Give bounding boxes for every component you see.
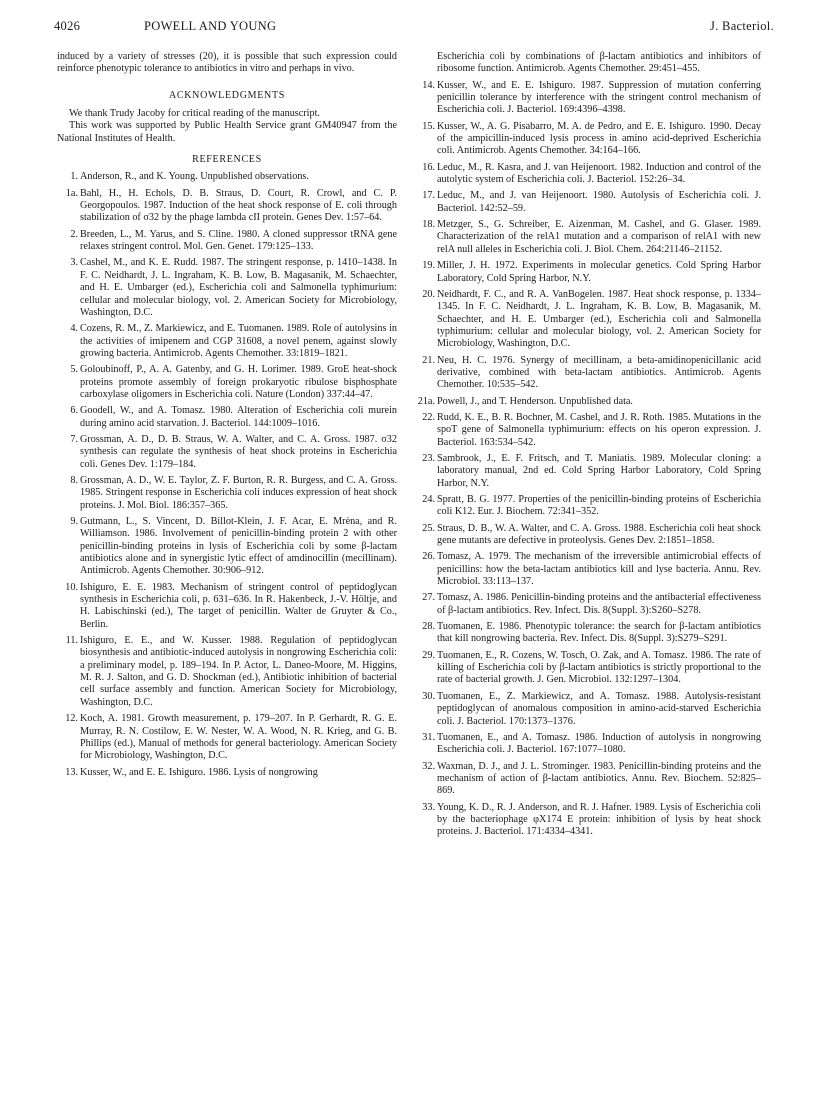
reference-item xyxy=(57,582,397,631)
reference-text: Miller, J. H. 1972. Experiments in molecular genetics. Cold Spring Harbor Laboratory, Cold Spring Harbor, N.Y. xyxy=(437,260,761,284)
reference-number: 17. xyxy=(422,190,435,202)
reference-item xyxy=(57,188,397,225)
reference-item xyxy=(414,289,761,351)
reference-text: Young, K. D., R. J. Anderson, and R. J. Hafner. 1989. Lysis of Escherichia coli by the bacteriophage φX174 E protein: inhibition of lysis by heat shock proteins. J. Bacteriol. 171:4334–4341. xyxy=(437,801,761,838)
reference-item xyxy=(57,257,397,319)
running-head-authors: POWELL AND YOUNG xyxy=(144,19,277,33)
reference-number: 32. xyxy=(422,760,435,772)
reference-text: Cozens, R. M., Z. Markiewicz, and E. Tuomanen. 1989. Role of autolysins in the activities of imipenem and CGP 31608, a novel penem, against slowly growing bacteria. Antimicrob. Agents Chemother. 33:1819–1821. xyxy=(80,323,397,359)
journal-name: J. Bacteriol. xyxy=(710,19,774,33)
reference-text: Tuomanen, E., and A. Tomasz. 1986. Induction of autolysis in nongrowing Escherichia coli. J. Bacteriol. 167:1077–1080. xyxy=(437,731,761,756)
reference-item xyxy=(414,761,761,798)
reference-number: 18. xyxy=(422,219,435,231)
reference-number: 23. xyxy=(422,452,435,464)
reference-number: 30. xyxy=(422,690,435,702)
reference-number: 15. xyxy=(422,120,435,132)
reference-text: Waxman, D. J., and J. L. Strominger. 1983. Penicillin-binding proteins and the mechanism of action of β-lactam antibiotics. Annu. Rev. Biochem. 52:825–869. xyxy=(437,760,761,797)
reference-item xyxy=(414,355,761,392)
reference-text: Sambrook, J., E. F. Fritsch, and T. Maniatis. 1989. Molecular cloning: a laboratory manual, 2nd ed. Cold Spring Harbor Laboratory, Cold Spring Harbor, N.Y. xyxy=(437,452,761,489)
reference-text: Rudd, K. E., B. R. Bochner, M. Cashel, and J. R. Roth. 1985. Mutations in the spoT gene of Salmonella typhimurium: effects on his operon expression. J. Bacteriol. 163:534–542. xyxy=(437,411,761,448)
reference-number: 29. xyxy=(422,649,435,661)
reference-text: Kusser, W., and E. E. Ishiguro. 1986. Lysis of nongrowing xyxy=(80,766,318,778)
reference-item xyxy=(414,80,761,117)
reference-text: Gutmann, L., S. Vincent, D. Billot-Klein, J. F. Acar, E. Mrèna, and R. Williamson. 1986. Involvement of penicillin-binding protein 2 with other penicillin-binding proteins in lysis of Escherichia coli by some β-lactam antibiotics alone and in synergistic lytic effect of amdinocillin (mecillinam). Antimicrob. Agents Chemother. 30:906–912. xyxy=(80,516,397,577)
reference-number: 25. xyxy=(422,522,435,534)
reference-text: Grossman, A. D., D. B. Straus, W. A. Walter, and C. A. Gross. 1987. σ32 synthesis can regulate the synthesis of heat shock proteins in Escherichia coli. Genes Dev. 1:179–184. xyxy=(80,433,397,470)
reference-number: 19. xyxy=(422,260,435,272)
reference-item xyxy=(414,551,761,588)
reference-item xyxy=(57,364,397,401)
running-header xyxy=(54,19,774,35)
reference-text: Kusser, W., A. G. Pisabarro, M. A. de Pedro, and E. E. Ishiguro. 1990. Decay of the ampicillin-induced lysis process in amino acid-deprived Escherichia coli. Antimicrob. Agents Chemother. 34:164–166. xyxy=(437,120,761,157)
reference-text: Metzger, S., G. Schreiber, E. Aizenman, M. Cashel, and G. Glaser. 1989. Characterization of the relA1 mutation and a comparison of relA1 with new relA null alleles in Escherichia coli. J. Biol. Chem. 264:21146–21152. xyxy=(437,219,761,255)
reference-item xyxy=(414,260,761,285)
reference-item xyxy=(57,323,397,360)
reference-text: Ishiguro, E. E. 1983. Mechanism of stringent control of peptidoglycan synthesis in Escherichia coli, p. 631–636. In R. Hakenbeck, J.-V. Höltje, and H. Labischinski (ed.), The target of penicillin. Walter de Gruyter & Co., Berlin. xyxy=(80,581,397,630)
reference-number: 4. xyxy=(70,323,78,335)
reference-item xyxy=(57,516,397,578)
reference-text: Straus, D. B., W. A. Walter, and C. A. Gross. 1988. Escherichia coli heat shock gene mutants are defective in proteolysis. Genes Dev. 2:1851–1858. xyxy=(437,522,761,547)
reference-number: 14. xyxy=(422,79,435,91)
reference-item xyxy=(57,171,397,183)
right-column xyxy=(414,51,761,843)
reference-text: Neidhardt, F. C., and R. A. VanBogelen. 1987. Heat shock response, p. 1334–1345. In F. C. Neidhardt, J. L. Ingraham, K. B. Low, B. Magasanik, M. Schaechter, and H. E. Umbarger (ed.), Escherichia coli and Salmonella typhimurium: cellular and molecular biology, vol. 2. American Society for Microbiology, Washington, D.C. xyxy=(437,288,761,350)
reference-number: 13. xyxy=(65,766,78,778)
reference-text: Anderson, R., and K. Young. Unpublished observations. xyxy=(80,171,309,183)
reference-item xyxy=(414,412,761,449)
reference-item xyxy=(57,713,397,762)
reference-number: 5. xyxy=(70,364,78,376)
reference-text: Tomasz, A. 1986. Penicillin-binding proteins and the antibacterial effectiveness of β-lactam antibiotics. Rev. Infect. Dis. 8(Suppl. 3):S260–S278. xyxy=(437,592,761,616)
reference-text: Ishiguro, E. E., and W. Kusser. 1988. Regulation of peptidoglycan biosynthesis and antibiotic-induced autolysis in nongrowing Escherichia coli: a preliminary model, p. 189–194. In P. Actor, L. Daneo-Moore, M. Higgins, M. R. J. Salton, and G. D. Shockman (ed.), Antibiotic inhibition of bacterial cell surface assembly and function. American Society for Microbiology, Washington, D.C. xyxy=(80,635,397,708)
reference-number: 10. xyxy=(65,581,78,593)
reference-item xyxy=(57,475,397,512)
reference-item xyxy=(57,229,397,254)
reference-text: Goodell, W., and A. Tomasz. 1980. Alteration of Escherichia coli murein during amino acid starvation. J. Bacteriol. 144:1009–1016. xyxy=(80,405,397,429)
page-number: 4026 xyxy=(54,19,81,33)
reference-number: 1. xyxy=(70,171,78,183)
reference-item xyxy=(414,802,761,839)
acknowledgments-heading: ACKNOWLEDGMENTS xyxy=(168,89,286,101)
reference-number: 8. xyxy=(70,474,78,486)
reference-item xyxy=(57,635,397,709)
reference-number: 9. xyxy=(70,516,78,527)
reference-number: 28. xyxy=(422,621,435,633)
reference-item xyxy=(57,767,397,779)
reference-item xyxy=(414,121,761,158)
reference-number: 11. xyxy=(65,635,78,647)
reference-number: 2. xyxy=(70,228,78,240)
reference-text: Tuomanen, E., R. Cozens, W. Tosch, O. Zak, and A. Tomasz. 1986. The rate of killing of Escherichia coli by β-lactam antibiotics is strictly proportional to the rate of bacterial growth. J. Gen. Microbiol. 132:1297–1304. xyxy=(437,649,761,686)
reference-number: 6. xyxy=(70,405,78,417)
reference-item xyxy=(414,732,761,757)
reference-item xyxy=(414,650,761,687)
reference-number: 16. xyxy=(422,161,435,173)
reference-text: Tomasz, A. 1979. The mechanism of the irreversible antimicrobial effects of penicillins: how the beta-lactam antibiotics kill and lyse bacteria. Annu. Rev. Microbiol. 33:113–137. xyxy=(437,551,761,588)
reference-text: Cashel, M., and K. E. Rudd. 1987. The stringent response, p. 1410–1438. In F. C. Neidhardt, J. L. Ingraham, K. B. Low, B. Magasanik, M. Schaechter, and H. E. Umbarger (ed.), Escherichia coli and Salmonella typhimurium: cellular and molecular biology, vol. 2. American Society for Microbiology, Washington, D.C. xyxy=(80,257,397,318)
acknowledgment-paragraph: This work was supported by Public Health Service grant GM40947 from the National Institutes of Health. xyxy=(57,120,397,144)
reference-continuation: Escherichia coli by combinations of β-lactam antibiotics and inhibitors of ribosome function. Antimicrob. Agents Chemother. 29:451–455. xyxy=(437,51,761,75)
reference-number: 12. xyxy=(65,713,78,725)
left-column xyxy=(57,51,397,783)
reference-text: Kusser, W., and E. E. Ishiguro. 1987. Suppression of mutation conferring penicillin tolerance by interference with the stringent control mechanism of Escherichia coli. J. Bacteriol. 169:4396–4398. xyxy=(437,79,761,116)
reference-item xyxy=(414,592,761,617)
reference-number: 24. xyxy=(422,494,435,505)
reference-item xyxy=(414,190,761,215)
reference-number: 27. xyxy=(422,592,435,604)
reference-list-right xyxy=(414,80,761,839)
reference-text: Koch, A. 1981. Growth measurement, p. 179–207. In P. Gerhardt, R. G. E. Murray, R. N. Costilow, E. W. Nester, W. A. Wood, N. R. Krieg, and G. B. Phillips (ed.), Manual of methods for general bacteriology. American Society for Microbiology, Washington, D.C. xyxy=(80,713,397,762)
reference-number: 31. xyxy=(422,731,435,743)
reference-item xyxy=(414,162,761,187)
reference-number: 1a. xyxy=(65,187,78,199)
references-heading: REFERENCES xyxy=(192,154,262,166)
reference-item xyxy=(57,405,397,430)
reference-text: Powell, J., and T. Henderson. Unpublished data. xyxy=(437,395,633,407)
reference-item xyxy=(414,219,761,256)
acknowledgment-paragraph: We thank Trudy Jacoby for critical reading of the manuscript. xyxy=(69,108,320,120)
reference-text: Tuomanen, E. 1986. Phenotypic tolerance: the search for β-lactam antibiotics that kill nongrowing bacteria. Rev. Infect. Dis. 8(Suppl. 3):S279–S291. xyxy=(437,621,761,645)
reference-text: Tuomanen, E., Z. Markiewicz, and A. Tomasz. 1988. Autolysis-resistant peptidoglycan of anomalous composition in amino-acid-starved Escherichia coli. J. Bacteriol. 170:1373–1376. xyxy=(437,690,761,727)
reference-text: Leduc, M., and J. van Heijenoort. 1980. Autolysis of Escherichia coli. J. Bacteriol. 142:52–59. xyxy=(437,190,761,214)
reference-number: 26. xyxy=(422,551,435,563)
reference-item xyxy=(414,453,761,490)
reference-item xyxy=(414,691,761,728)
reference-number: 21. xyxy=(422,354,435,366)
reference-item xyxy=(414,494,761,519)
reference-number: 22. xyxy=(422,411,435,423)
reference-item xyxy=(414,523,761,548)
reference-number: 21a. xyxy=(417,395,435,407)
reference-text: Bahl, H., H. Echols, D. B. Straus, D. Court, R. Crowl, and C. P. Georgopoulos. 1987. Induction of the heat shock response of E. coli through stabilization of σ32 by the phage lambda cII protein. Genes Dev. 1:57–64. xyxy=(80,187,397,224)
reference-number: 33. xyxy=(422,801,435,813)
reference-text: Leduc, M., R. Kasra, and J. van Heijenoort. 1982. Induction and control of the autolytic system of Escherichia coli. J. Bacteriol. 152:26–34. xyxy=(437,161,761,186)
reference-text: Breeden, L., M. Yarus, and S. Cline. 1980. A cloned suppressor tRNA gene relaxes stringent control. Mol. Gen. Genet. 179:125–133. xyxy=(80,228,397,253)
reference-number: 20. xyxy=(422,288,435,300)
reference-number: 7. xyxy=(70,433,78,445)
reference-list-left xyxy=(57,171,397,778)
reference-text: Grossman, A. D., W. E. Taylor, Z. F. Burton, R. R. Burgess, and C. A. Gross. 1985. Stringent response in Escherichia coli induces expression of heat shock proteins. J. Mol. Biol. 186:357–365. xyxy=(80,474,397,511)
reference-item xyxy=(414,621,761,646)
reference-number: 3. xyxy=(70,257,78,269)
reference-item xyxy=(57,434,397,471)
reference-item xyxy=(414,396,761,408)
reference-text: Neu, H. C. 1976. Synergy of mecillinam, a beta-amidinopenicillanic acid derivative, combined with beta-lactam antibiotics. Antimicrob. Agents Chemother. 10:535–542. xyxy=(437,354,761,391)
intro-paragraph: induced by a variety of stresses (20), it is possible that such expression could reinforce phenotypic tolerance to antibiotics in vitro and perhaps in vivo. xyxy=(57,51,397,75)
reference-text: Goloubinoff, P., A. A. Gatenby, and G. H. Lorimer. 1989. GroE heat-shock proteins promote assembly of foreign prokaryotic ribulose bisphosphate carboxylase oligomers in Escherichia coli. Nature (London) 337:44–47. xyxy=(80,364,397,400)
reference-text: Spratt, B. G. 1977. Properties of the penicillin-binding proteins of Escherichia coli K12. Eur. J. Biochem. 72:341–352. xyxy=(437,494,761,518)
